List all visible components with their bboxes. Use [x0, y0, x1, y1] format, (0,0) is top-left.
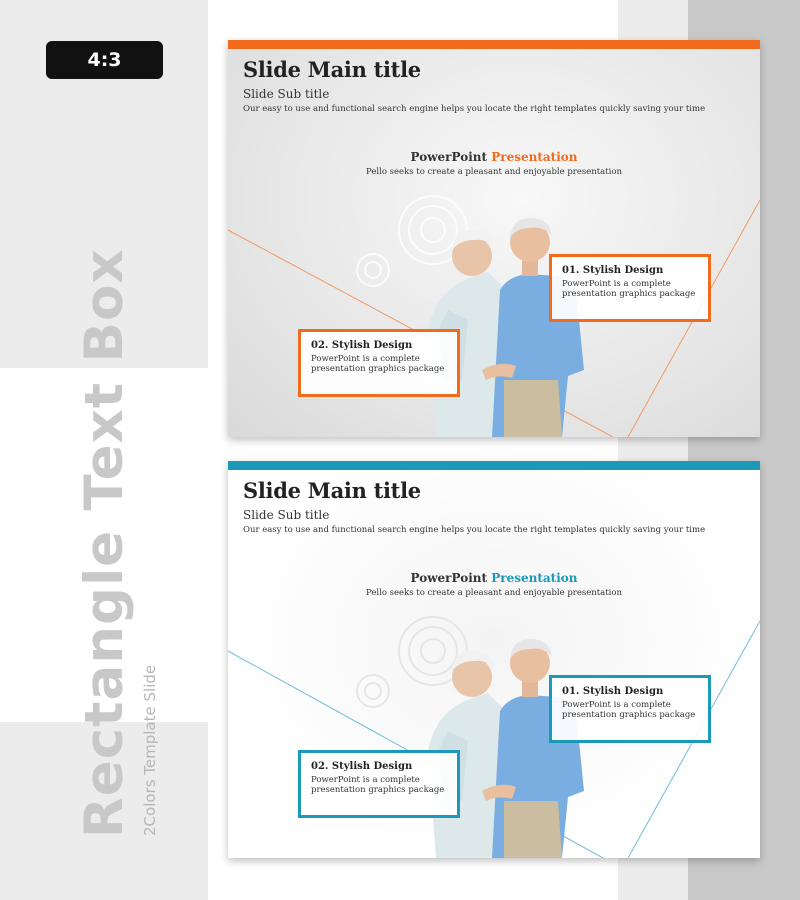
presentation-heading-part1: PowerPoint	[410, 150, 488, 164]
slide-sub-title: Slide Sub title	[243, 87, 330, 101]
text-box-title: 02. Stylish Design	[311, 761, 413, 772]
slide-sub-title: Slide Sub title	[243, 508, 330, 522]
text-box-title: 02. Stylish Design	[311, 340, 413, 351]
text-box-body: PowerPoint is a complete presentation graphics package	[311, 354, 445, 374]
text-box-01[interactable]	[549, 675, 711, 743]
flower-ornament-small-icon	[353, 250, 393, 290]
text-box-body: PowerPoint is a complete presentation graphics package	[562, 279, 696, 299]
text-box-02[interactable]	[298, 750, 460, 818]
slide-description: Our easy to use and functional search engine helps you locate the right templates quickly saving your time	[243, 104, 706, 114]
slide-description: Our easy to use and functional search engine helps you locate the right templates quickly saving your time	[243, 525, 706, 535]
presentation-heading-part1: PowerPoint	[410, 571, 488, 585]
presentation-heading	[228, 150, 760, 164]
vertical-page-title: Rectangle Text Box	[74, 248, 135, 838]
text-box-body: PowerPoint is a complete presentation graphics package	[311, 775, 445, 795]
text-box-01[interactable]	[549, 254, 711, 322]
slide-preview-orange[interactable]	[228, 40, 760, 437]
slide-main-title: Slide Main title	[243, 478, 421, 503]
presentation-subheading: Pello seeks to create a pleasant and enjoyable presentation	[366, 588, 622, 598]
presentation-heading-part2: Presentation	[491, 571, 578, 585]
flower-ornament-small-icon	[353, 671, 393, 711]
slide-main-title: Slide Main title	[243, 57, 421, 82]
presentation-heading	[228, 571, 760, 585]
slide-preview-teal[interactable]	[228, 461, 760, 858]
text-box-body: PowerPoint is a complete presentation graphics package	[562, 700, 696, 720]
presentation-subheading: Pello seeks to create a pleasant and enjoyable presentation	[366, 167, 622, 177]
vertical-page-subtitle: 2Colors Template Slide	[141, 664, 159, 836]
text-box-title: 01. Stylish Design	[562, 265, 664, 276]
aspect-ratio-badge: 4:3	[46, 41, 163, 79]
text-box-title: 01. Stylish Design	[562, 686, 664, 697]
presentation-heading-part2: Presentation	[491, 150, 578, 164]
text-box-02[interactable]	[298, 329, 460, 397]
